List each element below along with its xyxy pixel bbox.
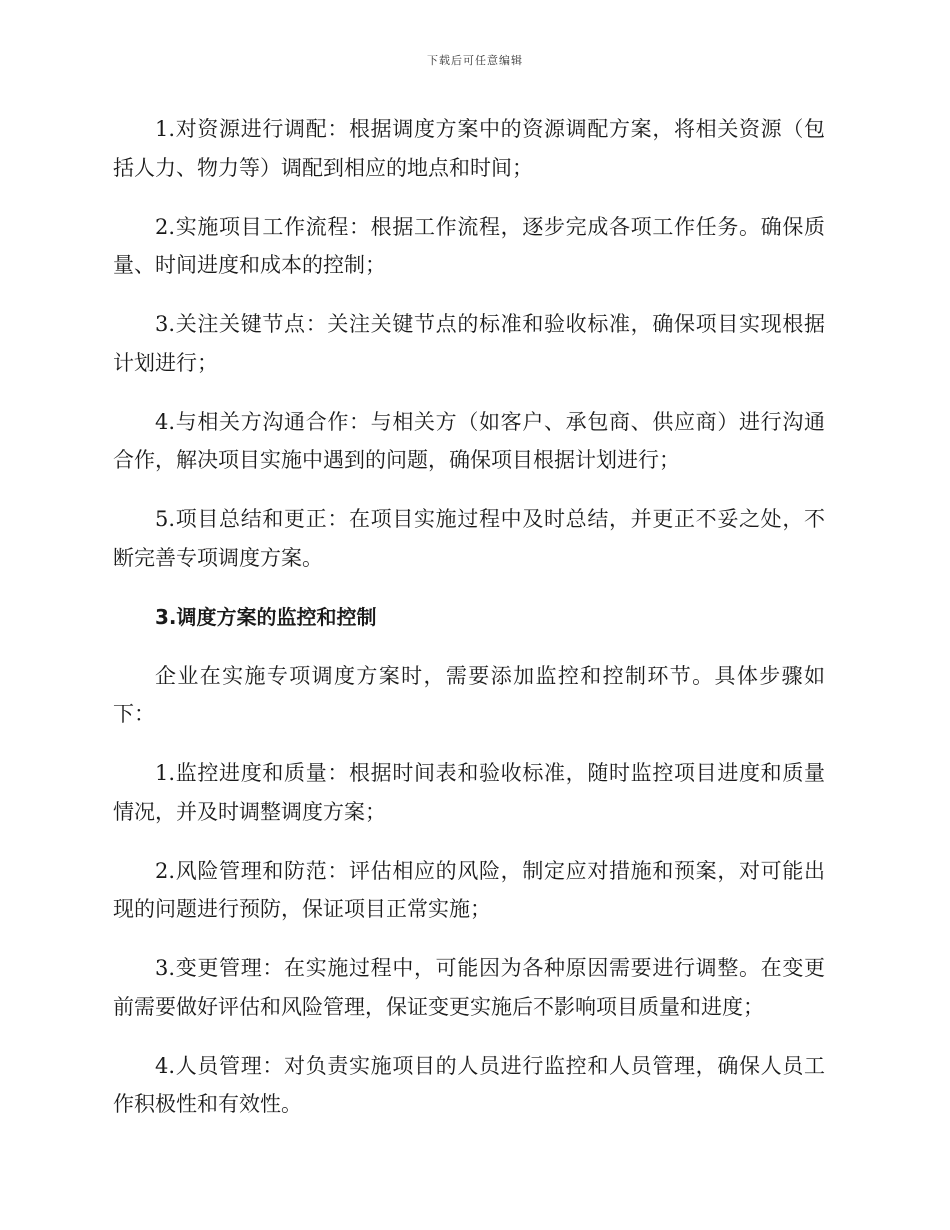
page-header: 下载后可任意编辑 <box>427 54 523 67</box>
list-item-risk: 2.风险管理和防范：评估相应的风险，制定应对措施和预案，对可能出现的问题进行预防，保证项目正常实施； <box>113 858 825 921</box>
document-body <box>113 110 825 1124</box>
section-heading: 3.调度方案的监控和控制 <box>155 604 377 629</box>
list-item-summary: 5.项目总结和更正：在项目实施过程中及时总结，并更正不妥之处，不断完善专项调度方案。 <box>113 507 825 570</box>
list-item-key-nodes: 3.关注关键节点：关注关键节点的标准和验收标准，确保项目实现根据计划进行； <box>113 312 825 375</box>
list-item-personnel: 4.人员管理：对负责实施项目的人员进行监控和人员管理，确保人员工作积极性和有效性。 <box>113 1053 825 1116</box>
section-intro: 企业在实施专项调度方案时，需要添加监控和控制环节。具体步骤如下： <box>113 663 825 726</box>
list-item-resource-allocation: 1.对资源进行调配：根据调度方案中的资源调配方案，将相关资源（包括人力、物力等）调配到相应的地点和时间； <box>113 117 825 180</box>
list-item-monitoring: 1.监控进度和质量：根据时间表和验收标准，随时监控项目进度和质量情况，并及时调整调度方案； <box>113 761 825 824</box>
list-item-change: 3.变更管理：在实施过程中，可能因为各种原因需要进行调整。在变更前需要做好评估和风险管理，保证变更实施后不影响项目质量和进度； <box>113 956 825 1019</box>
list-item-workflow: 2.实施项目工作流程：根据工作流程，逐步完成各项工作任务。确保质量、时间进度和成本的控制； <box>113 214 825 277</box>
list-item-communication: 4.与相关方沟通合作：与相关方（如客户、承包商、供应商）进行沟通合作，解决项目实施中遇到的问题，确保项目根据计划进行； <box>113 409 825 472</box>
